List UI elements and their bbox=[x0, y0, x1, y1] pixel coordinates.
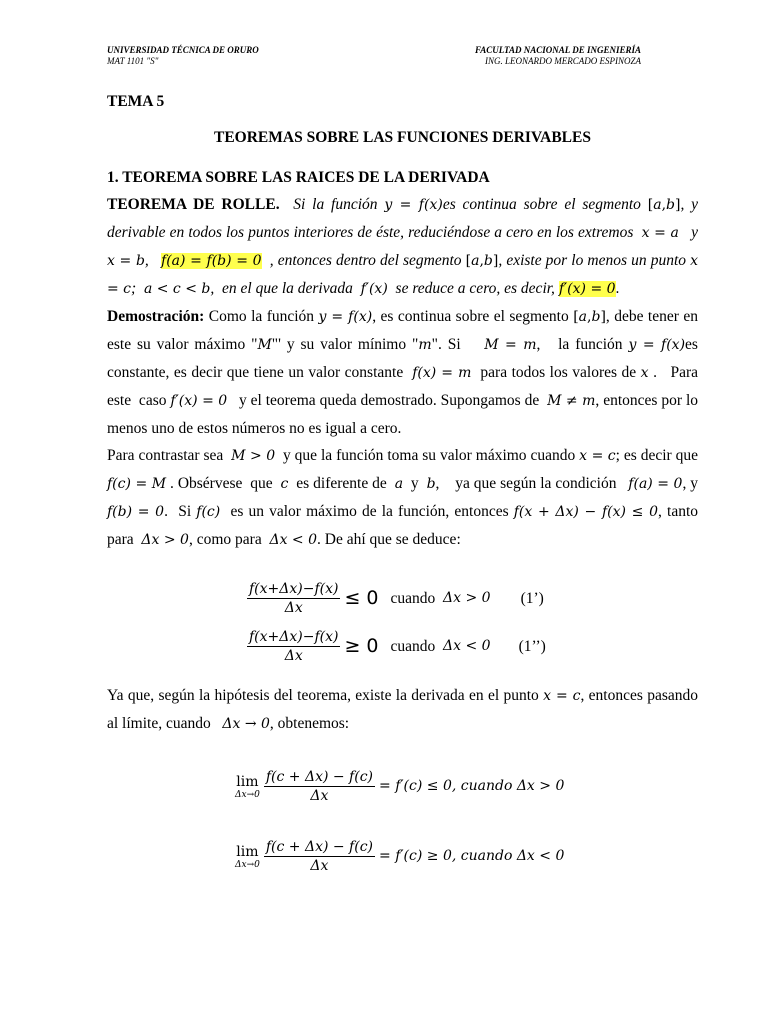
limit-operator: lim Δx→0 bbox=[235, 843, 260, 870]
difference-quotient: $\frac{f(c + \Delta x) - f(c)}{\Delta x}$ bbox=[265, 769, 374, 804]
equation-tag-1: (1’) bbox=[520, 590, 544, 607]
section-heading: 1. TEOREMA SOBRE LAS RAICES DE LA DERIVADA bbox=[107, 169, 490, 186]
course-code: MAT 1101 "S" bbox=[107, 56, 159, 66]
difference-quotient: $\frac{f(x+\Delta x)-f(x)}{\Delta x}$ bbox=[249, 581, 339, 616]
document-title: TEOREMAS SOBRE LAS FUNCIONES DERIVABLES bbox=[214, 129, 591, 146]
document-body bbox=[107, 88, 699, 874]
header-right bbox=[447, 45, 641, 67]
inequality-2: $\frac{f(x+\Delta x)-f(x)}{\Delta x}$ ≥ 0 cuando Δx < 0 (1’’) bbox=[249, 629, 546, 664]
equation-tag-2: (1’’) bbox=[518, 638, 546, 655]
inequality-1: $\frac{f(x+\Delta x)-f(x)}{\Delta x}$ ≤ 0 cuando Δx > 0 (1’) bbox=[249, 581, 544, 616]
demonstration-paragraph: Demostración: Como la función y = f(x), es continua sobre el segmento [a,b], debe tener en este su valor máximo "M"' y su valor mínimo "m". Si M = m, la función y = f(x)es constante, es decir que tiene un valor constante f(x) = m para todos los valores de x . Para este caso f′(x) = 0 y el teorema queda demostrado. Supongamos de M ≠ m, entonces por lo menos uno de estos números no es igual a cero. bbox=[107, 308, 698, 437]
limit-result-2: = f′(c) ≥ 0, cuando Δx < 0 bbox=[379, 848, 565, 864]
difference-quotient: $\frac{f(c + \Delta x) - f(c)}{\Delta x}$ bbox=[265, 839, 374, 874]
instructor-name: ING. LEONARDO MERCADO ESPINOZA bbox=[485, 56, 641, 66]
difference-quotient: $\frac{f(x+\Delta x)-f(x)}{\Delta x}$ bbox=[249, 629, 339, 664]
limit-equation-2 bbox=[235, 838, 564, 875]
limit-intro-paragraph: Ya que, según la hipótesis del teorema, existe la derivada en el punto x = c, entonces pasando al límite, cuando Δx → 0, obtenemos: bbox=[107, 687, 699, 732]
limit-result-1: = f′(c) ≤ 0, cuando Δx > 0 bbox=[379, 778, 565, 794]
header-left bbox=[107, 45, 259, 67]
limit-equation-1 bbox=[235, 768, 564, 805]
university-name: UNIVERSIDAD TÉCNICA DE ORURO bbox=[107, 45, 259, 55]
limit-operator: lim Δx→0 bbox=[235, 773, 260, 800]
rolle-label: TEOREMA DE ROLLE. bbox=[107, 196, 280, 213]
contrast-paragraph: Para contrastar sea M > 0 y que la función toma su valor máximo cuando x = c; es decir que f(c) = M . Obsérvese que c es diferente de a y b, ya que según la condición f(a) = 0, y f(b) = 0. Si f(c) es un valor máximo de la función, entonces f(x + Δx) − f(x) ≤ 0, tanto para Δx > 0, como para Δx < 0. De ahí que se deduce: bbox=[107, 447, 699, 548]
tema-heading: TEMA 5 bbox=[107, 93, 165, 110]
faculty-name: FACULTAD NACIONAL DE INGENIERÍA bbox=[475, 45, 641, 55]
demo-label: Demostración: bbox=[107, 308, 205, 325]
rolle-theorem-paragraph: TEOREMA DE ROLLE. Si la función y = f(x)es continua sobre el segmento [a,b], y derivable en todos los puntos interiores de éste, reduciéndose a cero en los extremos x = a y x = b, f(a) = f(b) = 0 , entonces dentro del segmento [a,b], existe por lo menos un punto x = c; a < c < b, en el que la derivada f′(x) se reduce a cero, es decir, f′(x) = 0. bbox=[107, 196, 699, 297]
